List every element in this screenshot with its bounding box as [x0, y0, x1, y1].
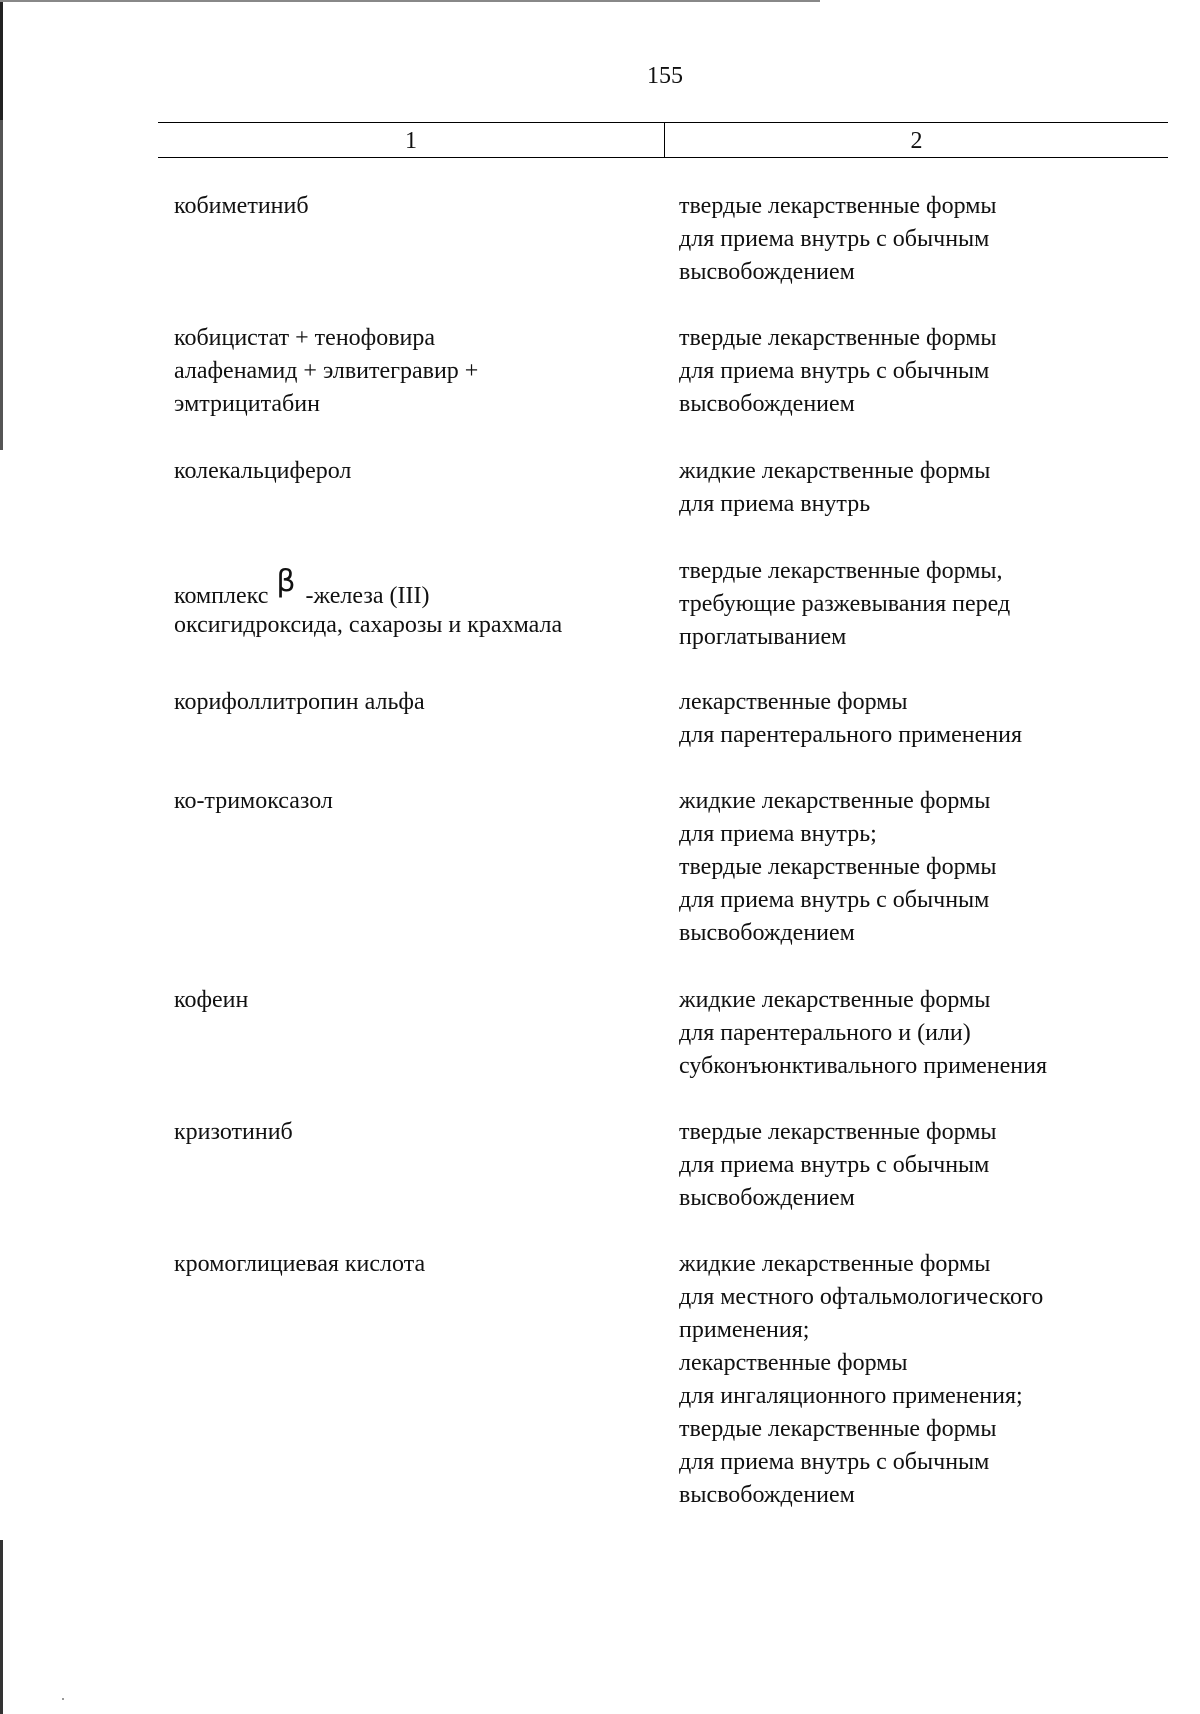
scan-edge-left	[0, 0, 3, 1714]
dosage-forms: жидкие лекарственные формы для парентерального и (или) субконъюнктивального применения	[679, 987, 1048, 1079]
dosage-forms: жидкие лекарственные формы для приема внутрь	[679, 458, 991, 517]
drug-name: кобицистат + тенофовира алафенамид + элвитегравир + эмтрицитабин	[174, 325, 479, 417]
drug-name: кофеин	[174, 987, 249, 1013]
drug-name-suffix: -железа (III)	[305, 583, 430, 609]
column-header-1: 1	[405, 128, 417, 154]
drug-name: корифоллитропин альфа	[174, 689, 425, 715]
column-header-2: 2	[910, 128, 923, 154]
dosage-forms: твердые лекарственные формы для приема внутрь с обычным высвобождением	[679, 1119, 997, 1211]
dosage-forms: жидкие лекарственные формы для местного офтальмологического применения; лекарственные формы для ингаляционного применения; твердые лекарственные формы для приема внутрь с обычным высвобождением	[679, 1251, 1044, 1508]
table-header-rule	[158, 157, 1168, 158]
drug-name: кризотиниб	[174, 1119, 293, 1145]
drug-name: колекальциферол	[174, 458, 352, 484]
page-number: 155	[647, 63, 683, 89]
scan-edge-top	[0, 0, 820, 2]
dosage-forms: жидкие лекарственные формы для приема внутрь; твердые лекарственные формы для приема внутрь с обычным высвобождением	[679, 788, 997, 946]
scan-speck	[62, 1698, 64, 1700]
drug-name: кромоглициевая кислота	[174, 1251, 426, 1277]
drug-name: кобиметиниб	[174, 193, 309, 219]
table-top-rule	[158, 122, 1168, 123]
drug-name	[174, 555, 654, 642]
dosage-forms: лекарственные формы для парентерального применения	[679, 689, 1022, 748]
dosage-forms: твердые лекарственные формы для приема внутрь с обычным высвобождением	[679, 325, 997, 417]
drug-name: ко-тримоксазол	[174, 788, 333, 814]
drug-name-prefix: комплекс	[174, 583, 269, 609]
dosage-forms: твердые лекарственные формы для приема внутрь с обычным высвобождением	[679, 193, 997, 285]
drug-name-line-1	[174, 564, 654, 613]
beta-symbol: β	[276, 564, 296, 599]
drug-name-line-2: оксигидроксида, сахарозы и крахмала	[174, 612, 563, 638]
dosage-forms: твердые лекарственные формы, требующие разжевывания перед проглатыванием	[679, 558, 1011, 650]
